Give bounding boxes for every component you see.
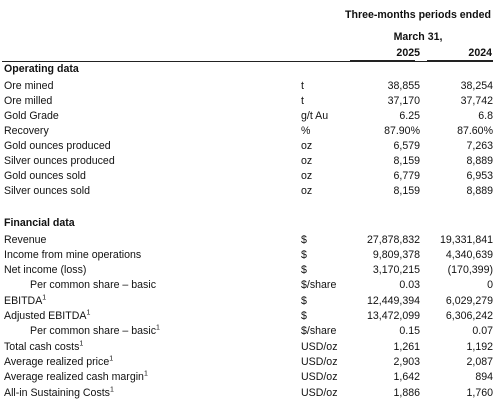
row-value-2024: 6,029,279 [445,295,493,307]
row-label-with-footnote [4,309,90,324]
row-label: Silver ounces sold [4,185,90,197]
row-label: Adjusted EBITDA [4,310,87,322]
row-value-2024: (170,399) [447,264,493,276]
year-2024-underline [427,60,493,61]
table-row [0,386,500,401]
row-value-2025: 13,472,099 [366,310,420,322]
row-label: Income from mine operations [4,249,142,261]
table-row [0,184,500,199]
row-label-with-footnote [4,340,83,355]
financial-data-heading: Financial data [4,217,75,229]
row-value-2024: 6.8 [478,110,493,122]
table-row [0,139,500,154]
row-value-2024: 894 [475,371,493,383]
table-row [0,124,500,139]
row-value-2025: 2,903 [393,356,420,368]
row-label: Silver ounces produced [4,155,115,167]
row-value-2024: 8,889 [466,155,493,167]
row-value-2025: 1,261 [393,341,420,353]
row-label-with-footnote [4,370,148,385]
footnote-mark: 1 [42,294,47,302]
row-unit: t [301,80,304,92]
row-value-2024: 87.60% [457,125,493,137]
row-unit: $ [301,295,307,307]
row-label-with-footnote [30,324,160,339]
row-value-2025: 0.03 [399,279,420,291]
table-row [0,169,500,184]
row-label: Gold ounces sold [4,170,86,182]
row-label: Per common share – basic [30,325,157,337]
row-value-2024: 1,760 [466,387,493,399]
row-label: Per common share – basic [30,279,157,291]
row-value-2025: 8,159 [393,185,420,197]
row-value-2024: 8,889 [466,185,493,197]
table-row [0,355,500,370]
row-value-2024: 2,087 [466,356,493,368]
row-unit: $ [301,310,307,322]
row-value-2024: 19,331,841 [439,234,493,246]
row-value-2024: 38,254 [460,80,493,92]
row-unit: $ [301,234,307,246]
row-value-2025: 0.15 [399,325,420,337]
table-row [0,248,500,263]
row-value-2025: 6,579 [393,140,420,152]
row-value-2024: 4,340,639 [445,249,493,261]
year-2025-header: 2025 [396,47,420,59]
row-unit: $/share [301,279,337,291]
row-label: Revenue [4,234,47,246]
row-label: Average realized cash margin [4,371,144,383]
row-unit: USD/oz [301,371,338,383]
row-unit: USD/oz [301,356,338,368]
year-2025-underline [350,60,415,61]
footnote-mark: 1 [156,324,160,332]
row-label-with-footnote [4,386,114,401]
footnote-mark: 1 [109,386,114,394]
row-label: Recovery [4,125,49,137]
row-value-2025: 6,779 [393,170,420,182]
row-value-2025: 3,170,215 [372,264,420,276]
row-label: Gold Grade [4,110,59,122]
row-label-with-footnote [4,355,113,370]
footnote-mark: 1 [109,355,114,363]
row-value-2025: 12,449,394 [366,295,420,307]
row-value-2024: 0.07 [472,325,493,337]
table-row [0,79,500,94]
table-row [0,324,500,339]
row-value-2024: 37,742 [460,95,493,107]
row-unit: % [301,125,311,137]
row-value-2025: 6.25 [399,110,420,122]
row-label: Ore milled [4,95,53,107]
row-value-2024: 6,306,242 [445,310,493,322]
operating-data-heading: Operating data [4,63,79,75]
row-unit: $ [301,264,307,276]
row-label: Ore mined [4,80,54,92]
year-2024-header: 2024 [468,47,492,59]
table-row [0,294,500,309]
row-value-2024: 0 [487,279,493,291]
row-value-2024: 7,263 [466,140,493,152]
row-value-2025: 9,809,378 [372,249,420,261]
table-row [0,370,500,385]
table-row [0,278,500,293]
row-value-2024: 6,953 [466,170,493,182]
row-label-with-footnote [4,294,46,309]
row-unit: t [301,95,304,107]
row-value-2025: 1,886 [393,387,420,399]
footnote-mark: 1 [79,340,84,348]
row-label: All-in Sustaining Costs [4,387,110,399]
row-unit: g/t Au [301,110,329,122]
row-unit: $/share [301,325,337,337]
date-header: March 31, [393,31,443,43]
row-unit: USD/oz [301,341,338,353]
row-value-2025: 87.90% [384,125,420,137]
row-value-2025: 27,878,832 [366,234,420,246]
table-row [0,263,500,278]
row-label: EBITDA [4,295,43,307]
table-row [0,233,500,248]
table-row [0,154,500,169]
row-unit: USD/oz [301,387,338,399]
row-label: Gold ounces produced [4,140,111,152]
row-unit: $ [301,249,307,261]
row-label: Total cash costs [4,341,80,353]
row-unit: oz [301,170,313,182]
table-row [0,94,500,109]
row-label: Net income (loss) [4,264,87,276]
period-header: Three-months periods ended [345,9,491,21]
row-unit: oz [301,155,313,167]
table-row [0,340,500,355]
row-unit: oz [301,140,313,152]
row-value-2025: 1,642 [393,371,420,383]
table-row [0,109,500,124]
header-divider [2,61,493,62]
footnote-mark: 1 [86,309,91,317]
footnote-mark: 1 [143,370,148,378]
row-value-2024: 1,192 [466,341,493,353]
row-label: Average realized price [4,356,110,368]
row-value-2025: 8,159 [393,155,420,167]
table-row [0,309,500,324]
row-value-2025: 37,170 [387,95,420,107]
row-unit: oz [301,185,313,197]
row-value-2025: 38,855 [387,80,420,92]
